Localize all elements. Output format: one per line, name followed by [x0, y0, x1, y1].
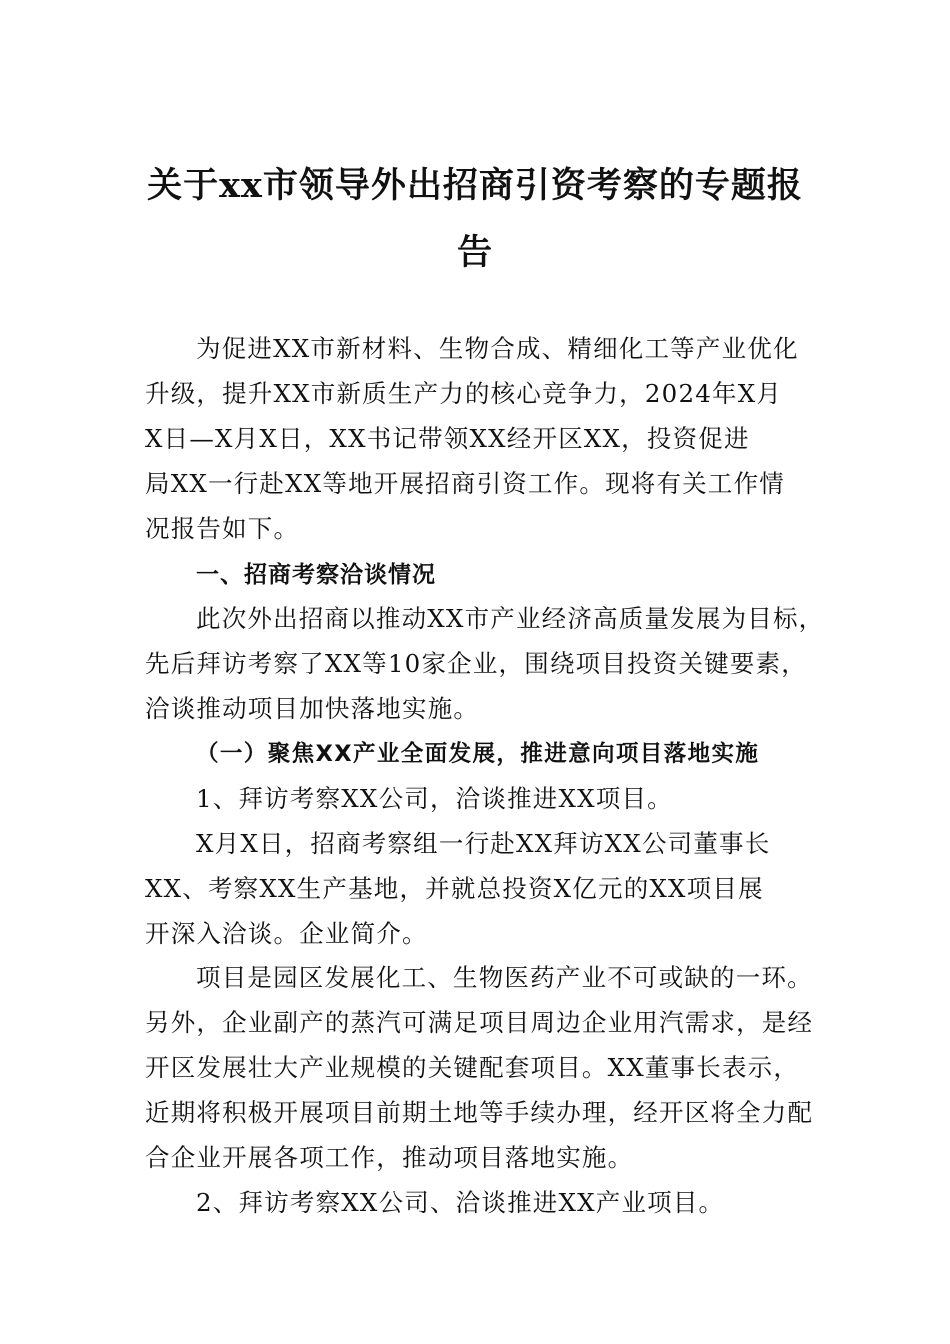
item-paragraph-line: 另外，企业副产的蒸汽可满足项目周边企业用汽需求，是经 — [145, 1008, 814, 1037]
section-paragraph-line: 此次外出招商以推动XX市产业经济高质量发展为目标， — [196, 604, 825, 633]
item-paragraph-line: 近期将积极开展项目前期土地等手续办理，经开区将全力配 — [145, 1098, 814, 1127]
document-title-line-1: 关于xx市领导外出招商引资考察的专题报 — [147, 165, 803, 206]
section-paragraph-line: 先后拜访考察了XX等10家企业，围绕项目投资关键要素， — [145, 649, 807, 678]
item-paragraph-line: X月X日，招商考察组一行赴XX拜访XX公司董事长 — [196, 829, 771, 858]
item-heading-1: 1、拜访考察XX公司，洽谈推进XX项目。 — [196, 784, 673, 813]
item-paragraph-line: 合企业开展各项工作，推动项目落地实施。 — [145, 1143, 634, 1172]
document-title-line-2: 告 — [456, 232, 493, 273]
intro-paragraph-line: 为促进XX市新材料、生物合成、精细化工等产业优化 — [196, 334, 799, 363]
section-heading-1: 一、招商考察洽谈情况 — [196, 562, 436, 588]
item-paragraph-line: 项目是园区发展化工、生物医药产业不可或缺的一环。 — [196, 963, 813, 992]
intro-paragraph-line: 况报告如下。 — [145, 514, 300, 543]
item-paragraph-line: 开区发展壮大产业规模的关键配套项目。XX董事长表示， — [145, 1053, 800, 1082]
intro-paragraph-line: X日—X月X日，XX书记带领XX经开区XX，投资促进 — [145, 424, 750, 453]
intro-paragraph-line: 升级，提升XX市新质生产力的核心竞争力，2024年X月 — [145, 379, 783, 408]
item-heading-2: 2、拜访考察XX公司、洽谈推进XX产业项目。 — [196, 1188, 725, 1217]
item-paragraph-line: XX、考察XX生产基地，并就总投资X亿元的XX项目展 — [145, 874, 764, 903]
subsection-heading-1: （一）聚焦XX产业全面发展，推进意向项目落地实施 — [196, 741, 760, 767]
item-paragraph-line: 开深入洽谈。企业简介。 — [145, 919, 428, 948]
section-paragraph-line: 洽谈推动项目加快落地实施。 — [145, 694, 480, 723]
intro-paragraph-line: 局XX一行赴XX等地开展招商引资工作。现将有关工作情 — [145, 469, 785, 498]
